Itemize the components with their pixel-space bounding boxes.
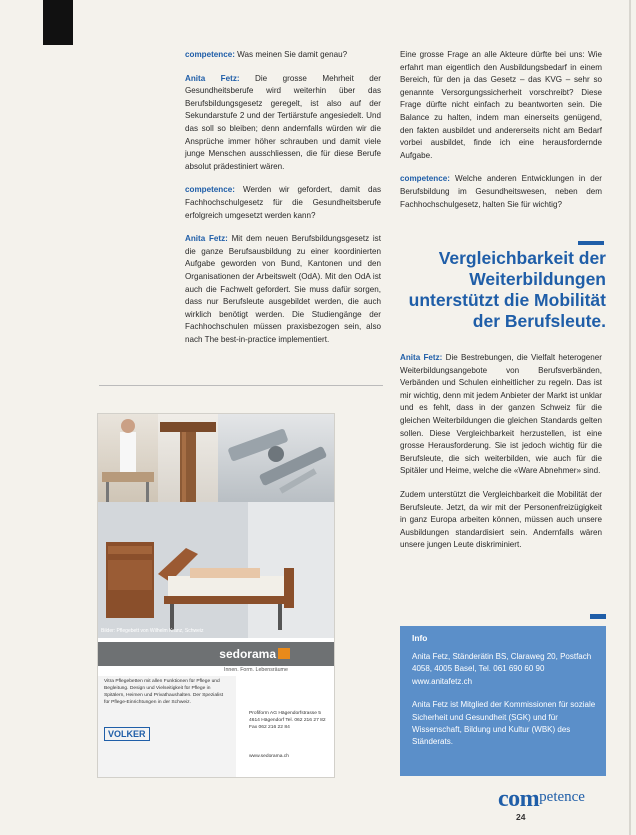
question-paragraph: competence: Welche anderen Entwicklungen in der Berufsbildung im Gesundheitswesen, neben dem Fachhochschulgesetz, halten Sie für wichtig? [400, 174, 602, 209]
ad-subline: Innen. Form. Lebensräume [224, 667, 288, 673]
answer-paragraph: Anita Fetz: Die grosse Mehrheit der Gesundheitsberufe wird weiterhin über das Berufsbildungsgesetz geregelt, ist also auf der Sekundarstufe 2 und der Tertiärstufe angesiedelt. Und das soll so bleiben; denn andernfalls würden wir die Ansprüche immer höher schrauben und damit viele junge Menschen ausschliessen, die für diese Berufe absolut prädestiniert wären. [185, 73, 381, 171]
bedpost-image [158, 414, 218, 502]
ad-photo-strip [98, 414, 334, 502]
ad-brand-band [98, 642, 334, 666]
ad-brand-mark-icon [278, 648, 290, 659]
magazine-logo: com$^{petence}$ [498, 786, 585, 812]
page-number: 24 [516, 812, 526, 822]
ad-photo-mechanism [218, 414, 334, 502]
ad-photo-bedpost [158, 414, 218, 502]
answer-paragraph: Anita Fetz: Mit dem neuen Berufsbildungsgesetz ist die ganze Berufsausbildung zu einer koordinierten Aufgabe geworden von Bund, Kantonen und den Organisationen der Arbeitswelt (OdA). Mit den OdA ist auch die Fachwelt gefordert. Sie muss dafür sorgen, dass nur Berufsleute ausgebildet werden, die auch wirklich benötigt werden. Die Studiengänge der Fachhochschulen müssen praxisbezogen sein, also nach The best-in-practice implementiert. [185, 234, 381, 344]
info-bio: Anita Fetz ist Mitglied der Kommissionen für soziale Sicherheit und Gesundheit (SGK) und für Wissenschaft, Bildung und Kultur (WBK) des Ständerats. [412, 700, 596, 747]
info-title: Info [412, 633, 428, 643]
pull-quote-headline: Vergleichbarkeit der Weiterbildungen unterstützt die Mobilität der Berufsleute. [408, 248, 606, 331]
info-website-link[interactable]: www.anitafetz.ch [412, 676, 473, 686]
advertisement[interactable] [97, 413, 335, 778]
care-bed-image [98, 502, 334, 638]
column-right [400, 49, 602, 222]
page-edge [629, 0, 631, 835]
info-contact: Anita Fetz, Ständerätin BS, Claraweg 20, Postfach 4058, 4005 Basel, Tel. 061 690 60 90 www.anitafetz.ch [412, 652, 592, 686]
nurse-image [98, 414, 158, 502]
mechanism-image [218, 414, 334, 502]
question-paragraph: competence: Werden wir gefordert, damit das Fachhochschulgesetz für die Gesundheitsberufe erfolgreich umgesetzt werden kann? [185, 185, 381, 220]
column-left [185, 49, 381, 357]
body-paragraph: Eine grosse Frage an alle Akteure dürfte bei uns: Wie erfahrt man eigentlich den Ausbildungsbedarf in einem Bereich, für den ja das Gesetz – das KVG – sehr so genannte Versorgungssicherheit vorschreibt? Diese Frage dürfte nicht einfach zu beantworten sein. Die Balance zu halten, indem man einerseits genügend, den fakten ausbildet und andererseits nicht am Bedarf vorbei ausbildet, finde ich eine herausfordernde Aufgabe. [400, 50, 602, 160]
crop-mark [43, 0, 73, 45]
ad-address: Profiform AG Hägendorfstrasse 5 4614 Hägendorf Tel. 062 216 27 82 Fax 062 216 22 84 [249, 711, 326, 730]
column-right-lower [400, 352, 602, 563]
ad-brand-logo: sedorama [219, 647, 276, 661]
column-divider [99, 385, 383, 386]
ad-website-link[interactable]: www.sedorama.ch [249, 754, 289, 759]
headline-accent-bar [578, 241, 604, 245]
ad-photo-caption: Bilder: Pflegebett von Wilhelm Kranz, Schweiz [101, 628, 204, 634]
info-text [412, 651, 600, 760]
ad-photo-nurse [98, 414, 158, 502]
ad-partner-logo: VOLKER [104, 727, 150, 741]
question-paragraph: competence: Was meinen Sie damit genau? [185, 50, 348, 59]
answer-paragraph: Anita Fetz: Die Bestrebungen, die Vielfalt heterogener Weiterbildungsangebote von Berufsverbänden, Verbänden und Schulen einheitlicher zu regeln. Das ist mir wichtig, denn mit jedem Anbieter der Markt ist unklar und es fehlt, dass in der ganzen Schweiz für die gleichen Weiterbildungen die gleichen Standards gelten sollen. Diese Vergleichbarkeit herzustellen, ist eine grosse Herausforderung. Sie ist jedoch wichtig für die Berufsleute, die sich weiterbilden, wie auch für die Spitäler und Heime, welche die «Ware Abnehmer» sind. [400, 353, 602, 476]
body-paragraph: Zudem unterstützt die Vergleichbarkeit die Mobilität der Berufsleute. Jetzt, da wir mit der Personenfreizügigkeit in ganz Europa arbeiten können, müssen auch unsere Ausbildungen standardisiert sein. Andernfalls wären unsere jungen Leute diskriminiert. [400, 489, 602, 550]
ad-body-text: Vitra Pflegebetten mit allen Funktionen für Pflege und Begleitung. Design und Vielseitigkeit für Pflege in Spitälern, Heimen und Privathaushalten. Der Spezialist für Pflege-Einrichtungen in der Schweiz. [104, 679, 224, 705]
info-accent-bar [590, 614, 606, 619]
ad-photo-bed [98, 502, 334, 638]
